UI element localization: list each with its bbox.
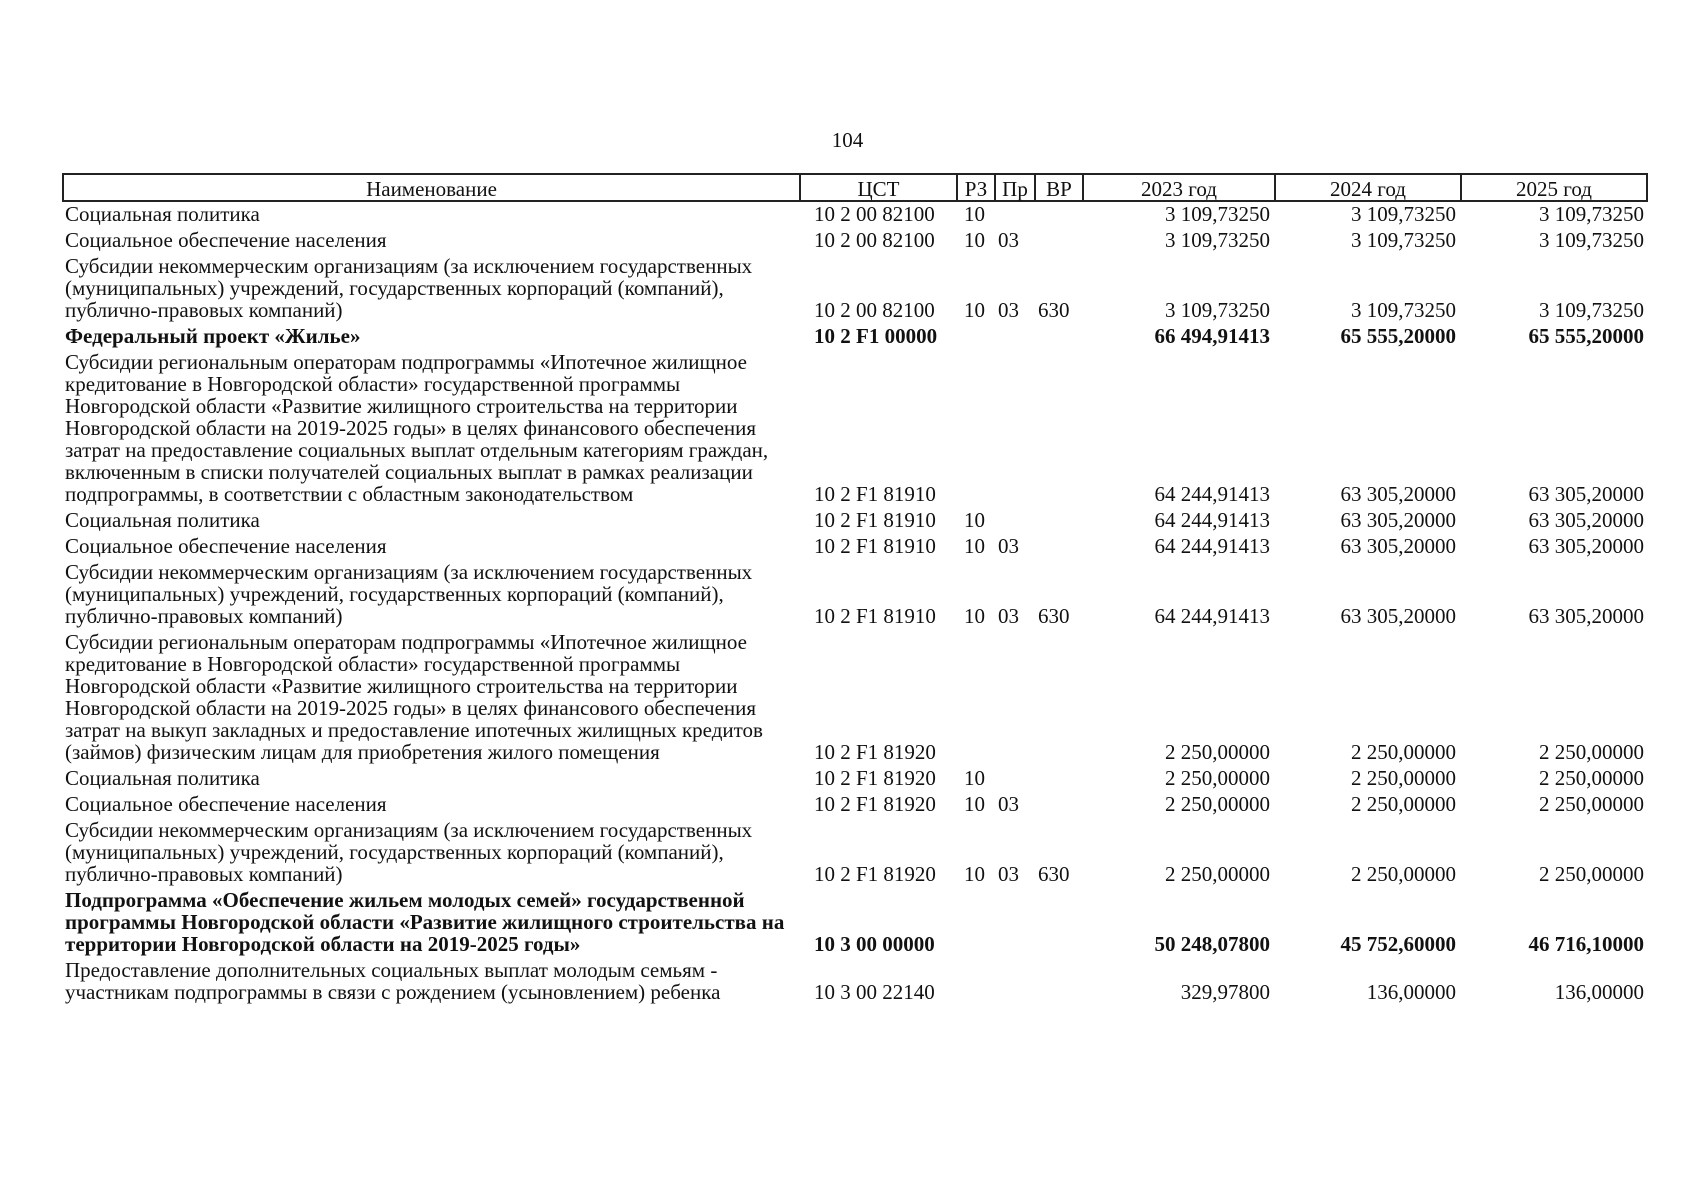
cell-2023: 2 250,00000 — [1165, 792, 1270, 816]
cell-name: Субсидии региональным операторам подпрограммы «Ипотечное жилищное кредитование в Новгородской области» государственной программы Новгородской области «Развитие жилищного строительства на территории Новгородской области на 2019-2025 годы» в целях финансового обеспечения затрат на предоставление социальных выплат отдельным категориям граждан, включенным в списки получателей социальных выплат в рамках реализации подпрограммы, в соответствии с областным законодательством — [65, 350, 769, 506]
cell-2025: 2 250,00000 — [1539, 862, 1644, 886]
cell-pr: 03 — [998, 862, 1019, 886]
cell-2024: 65 555,20000 — [1340, 324, 1456, 348]
cell-pr: 03 — [998, 298, 1019, 322]
cell-pr — [994, 504, 1034, 508]
cell-rz — [956, 1002, 994, 1006]
cell-name: Социальная политика — [65, 766, 260, 790]
cell-name: Социальная политика — [65, 202, 260, 226]
cell-rz: 10 — [964, 202, 985, 226]
cell-2023: 50 248,07800 — [1154, 932, 1270, 956]
cell-vr — [1034, 530, 1082, 534]
cell-2024: 2 250,00000 — [1351, 792, 1456, 816]
cell-2023: 64 244,91413 — [1154, 534, 1270, 558]
cell-2023: 64 244,91413 — [1154, 482, 1270, 506]
cell-vr — [1034, 346, 1082, 350]
cell-rz: 10 — [964, 766, 985, 790]
cell-2023: 3 109,73250 — [1165, 298, 1270, 322]
cell-2025: 63 305,20000 — [1528, 604, 1644, 628]
cell-name: Предоставление дополнительных социальных выплат молодым семьям - участникам подпрограммы в связи с рождением (усыновлением) ребенка — [65, 958, 721, 1004]
cell-pr — [994, 1002, 1034, 1006]
cell-vr — [1034, 504, 1082, 508]
cell-pr — [994, 954, 1034, 958]
cell-vr — [1034, 556, 1082, 560]
cell-2025: 136,00000 — [1554, 980, 1644, 1004]
cell-vr: 630 — [1038, 862, 1070, 886]
cell-vr — [1034, 788, 1082, 792]
header-2025: 2025 год — [1460, 173, 1648, 202]
cell-vr — [1034, 954, 1082, 958]
cell-name: Социальная политика — [65, 508, 260, 532]
cell-2024: 63 305,20000 — [1340, 604, 1456, 628]
cell-vr — [1034, 250, 1082, 254]
cell-2024: 3 109,73250 — [1351, 298, 1456, 322]
cell-cst: 10 3 00 22140 — [814, 980, 935, 1004]
header-2024: 2024 год — [1274, 173, 1460, 202]
cell-2025: 2 250,00000 — [1539, 792, 1644, 816]
cell-2025: 3 109,73250 — [1539, 202, 1644, 226]
cell-name: Подпрограмма «Обеспечение жильем молодых семей» государственной программы Новгородской области «Развитие жилищного строительства на территории Новгородской области на 2019-2025 годы» — [65, 888, 785, 956]
cell-rz: 10 — [964, 792, 985, 816]
header-rz: РЗ — [956, 173, 994, 202]
cell-name: Социальное обеспечение населения — [65, 792, 387, 816]
cell-vr — [1034, 224, 1082, 228]
cell-2023: 2 250,00000 — [1165, 766, 1270, 790]
cell-2024: 2 250,00000 — [1351, 740, 1456, 764]
cell-rz: 10 — [964, 534, 985, 558]
cell-cst: 10 2 F1 81920 — [814, 766, 936, 790]
cell-2023: 64 244,91413 — [1154, 508, 1270, 532]
cell-2023: 3 109,73250 — [1165, 202, 1270, 226]
cell-2024: 63 305,20000 — [1340, 508, 1456, 532]
cell-cst: 10 2 F1 00000 — [814, 324, 938, 348]
cell-vr — [1034, 1002, 1082, 1006]
cell-name: Субсидии некоммерческим организациям (за исключением государственных (муниципальных) учреждений, государственных корпораций (компаний), публично-правовых компаний) — [65, 818, 753, 886]
cell-pr: 03 — [998, 228, 1019, 252]
cell-cst: 10 2 F1 81910 — [814, 534, 936, 558]
cell-cst: 10 2 F1 81910 — [814, 604, 936, 628]
header-name: Наименование — [62, 173, 799, 202]
header-vr: ВР — [1034, 173, 1082, 202]
cell-pr: 03 — [998, 604, 1019, 628]
cell-pr — [994, 762, 1034, 766]
cell-2025: 3 109,73250 — [1539, 298, 1644, 322]
cell-cst: 10 2 F1 81920 — [814, 740, 936, 764]
cell-2025: 63 305,20000 — [1528, 482, 1644, 506]
cell-cst: 10 2 00 82100 — [814, 202, 935, 226]
cell-vr — [1034, 814, 1082, 818]
cell-2023: 64 244,91413 — [1154, 604, 1270, 628]
cell-2024: 2 250,00000 — [1351, 862, 1456, 886]
cell-2023: 2 250,00000 — [1165, 740, 1270, 764]
cell-rz: 10 — [964, 862, 985, 886]
cell-vr: 630 — [1038, 604, 1070, 628]
cell-pr: 03 — [998, 792, 1019, 816]
header-cst: ЦСТ — [799, 173, 956, 202]
cell-2023: 66 494,91413 — [1154, 324, 1270, 348]
header-pr: Пр — [994, 173, 1034, 202]
cell-name: Субсидии некоммерческим организациям (за исключением государственных (муниципальных) учреждений, государственных корпораций (компаний), публично-правовых компаний) — [65, 560, 753, 628]
cell-cst: 10 2 00 82100 — [814, 298, 935, 322]
cell-2023: 329,97800 — [1180, 980, 1270, 1004]
cell-rz: 10 — [964, 604, 985, 628]
cell-2025: 63 305,20000 — [1528, 508, 1644, 532]
cell-vr — [1034, 762, 1082, 766]
cell-cst: 10 2 F1 81910 — [814, 482, 936, 506]
cell-2023: 2 250,00000 — [1165, 862, 1270, 886]
cell-pr — [994, 346, 1034, 350]
cell-pr: 03 — [998, 534, 1019, 558]
cell-2025: 46 716,10000 — [1528, 932, 1644, 956]
cell-cst: 10 3 00 00000 — [814, 932, 935, 956]
cell-rz: 10 — [964, 298, 985, 322]
cell-name: Субсидии некоммерческим организациям (за исключением государственных (муниципальных) учреждений, государственных корпораций (компаний), публично-правовых компаний) — [65, 254, 753, 322]
cell-rz: 10 — [964, 228, 985, 252]
cell-cst: 10 2 F1 81910 — [814, 508, 936, 532]
page-number: 104 — [831, 128, 864, 152]
cell-vr: 630 — [1038, 298, 1070, 322]
cell-2024: 45 752,60000 — [1340, 932, 1456, 956]
cell-2024: 63 305,20000 — [1340, 534, 1456, 558]
cell-2025: 2 250,00000 — [1539, 766, 1644, 790]
cell-cst: 10 2 F1 81920 — [814, 792, 936, 816]
cell-2024: 63 305,20000 — [1340, 482, 1456, 506]
cell-2025: 2 250,00000 — [1539, 740, 1644, 764]
cell-2023: 3 109,73250 — [1165, 228, 1270, 252]
cell-cst: 10 2 F1 81920 — [814, 862, 936, 886]
cell-2024: 3 109,73250 — [1351, 228, 1456, 252]
budget-table — [62, 173, 1659, 1006]
cell-2024: 2 250,00000 — [1351, 766, 1456, 790]
cell-name: Субсидии региональным операторам подпрограммы «Ипотечное жилищное кредитование в Новгородской области» государственной программы Новгородской области «Развитие жилищного строительства на территории Новгородской области на 2019-2025 годы» в целях финансового обеспечения затрат на выкуп закладных и предоставление ипотечных жилищных кредитов (займов) физическим лицам для приобретения жилого помещения — [65, 630, 763, 764]
cell-rz — [956, 954, 994, 958]
cell-2024: 3 109,73250 — [1351, 202, 1456, 226]
cell-cst: 10 2 00 82100 — [814, 228, 935, 252]
cell-name: Социальное обеспечение населения — [65, 228, 387, 252]
cell-name: Социальное обеспечение населения — [65, 534, 387, 558]
cell-rz: 10 — [964, 508, 985, 532]
cell-2025: 3 109,73250 — [1539, 228, 1644, 252]
cell-name: Федеральный проект «Жилье» — [65, 324, 361, 348]
cell-2025: 65 555,20000 — [1528, 324, 1644, 348]
header-2023: 2023 год — [1082, 173, 1274, 202]
cell-2024: 136,00000 — [1366, 980, 1456, 1004]
cell-2025: 63 305,20000 — [1528, 534, 1644, 558]
cell-rz — [956, 346, 994, 350]
